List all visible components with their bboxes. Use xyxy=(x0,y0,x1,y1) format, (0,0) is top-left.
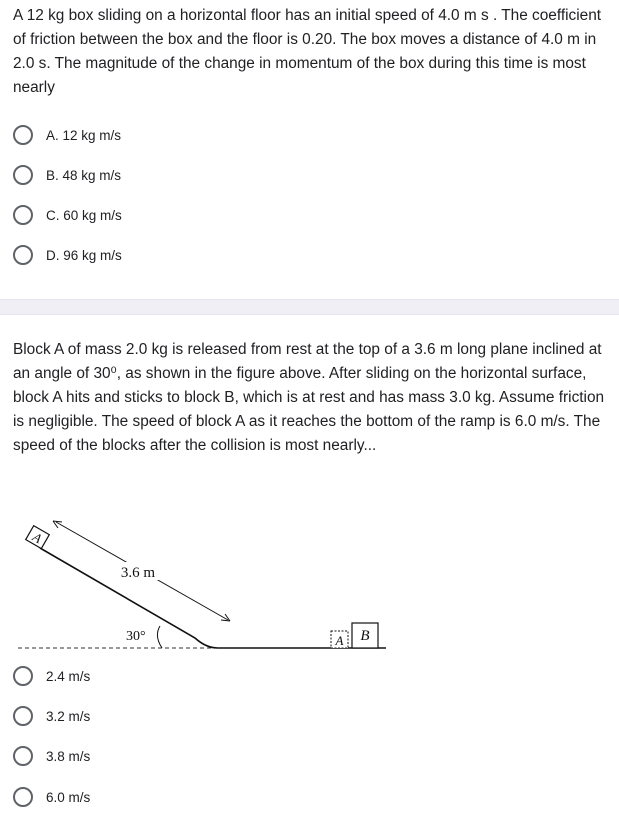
option-label: 3.2 m/s xyxy=(46,708,91,724)
radio-button[interactable] xyxy=(13,205,33,225)
option-3-2[interactable] xyxy=(13,704,90,728)
option-3-8[interactable] xyxy=(13,744,90,768)
length-label: 3.6 m xyxy=(120,565,156,581)
block-a-bottom-label: A xyxy=(335,633,344,648)
incline-diagram xyxy=(0,510,400,660)
block-b-label: B xyxy=(360,628,370,644)
block-a-top xyxy=(26,526,50,549)
radio-button[interactable] xyxy=(13,787,33,807)
radio-button[interactable] xyxy=(13,125,33,145)
option-c[interactable] xyxy=(13,203,122,227)
angle-label: 30° xyxy=(126,629,146,644)
option-label: C. 60 kg m/s xyxy=(46,207,122,223)
question-1-text: A 12 kg box sliding on a horizontal floor has an initial speed of 4.0 m s . The coefficient of friction between the box and the floor is 0.20. The box moves a distance of 4.0 m in 2.0 s. The magnitude of the change in momentum of the box during this time is most nearly xyxy=(13,7,602,96)
angle-arc xyxy=(157,626,162,648)
option-label: 3.8 m/s xyxy=(46,748,91,764)
option-label: D. 96 kg m/s xyxy=(46,247,122,263)
block-a-bottom xyxy=(331,631,348,648)
option-label: B. 48 kg m/s xyxy=(46,167,122,183)
radio-button[interactable] xyxy=(13,746,33,766)
radio-button[interactable] xyxy=(13,165,33,185)
option-label: A. 12 kg m/s xyxy=(46,127,122,143)
radio-button[interactable] xyxy=(13,245,33,265)
option-a[interactable] xyxy=(13,123,121,147)
radio-button[interactable] xyxy=(13,706,33,726)
option-label: 2.4 m/s xyxy=(46,668,91,684)
question-2-text: Block A of mass 2.0 kg is released from rest at the top of a 3.6 m long plane inclined at an angle of 30⁰, as shown in the figure above. After sliding on the horizontal surface, block A hits and sticks to block B, which is at rest and has mass 3.0 kg. Assume friction is negligible. The speed of block A as it reaches the bottom of the ramp is 6.0 m/s. The speed of the blocks after the collision is most nearly... xyxy=(13,341,605,454)
option-label: 6.0 m/s xyxy=(46,789,91,805)
block-b xyxy=(352,623,378,648)
section-divider xyxy=(0,299,619,315)
option-d[interactable] xyxy=(13,243,122,267)
arrow-head-bottom xyxy=(221,614,230,621)
option-b[interactable] xyxy=(13,163,121,187)
option-2-4[interactable] xyxy=(13,664,90,688)
option-6-0[interactable] xyxy=(13,785,90,809)
radio-button[interactable] xyxy=(13,666,33,686)
block-a-top-label: A xyxy=(30,529,45,547)
